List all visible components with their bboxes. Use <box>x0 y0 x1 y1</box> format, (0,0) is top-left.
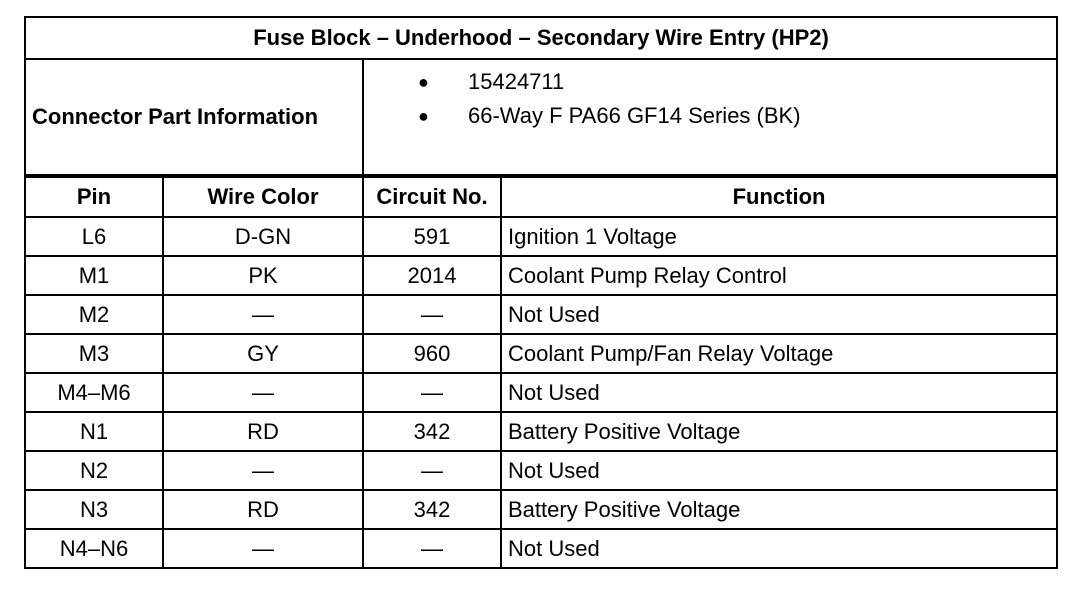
pin-cell: M3 <box>25 334 163 373</box>
pin-cell: N2 <box>25 451 163 490</box>
column-header-wire-color: Wire Color <box>163 176 363 217</box>
circuit-cell: 342 <box>363 490 501 529</box>
connector-pinout-table <box>24 16 1058 569</box>
connector-info-values <box>363 59 1057 176</box>
circuit-cell: — <box>363 373 501 412</box>
column-header-function: Function <box>501 176 1057 217</box>
bullet-icon: ● <box>418 106 429 126</box>
table-row <box>25 295 1057 334</box>
function-cell: Ignition 1 Voltage <box>501 217 1057 256</box>
title-row <box>25 17 1057 59</box>
circuit-cell: — <box>363 529 501 568</box>
connector-info-row <box>25 59 1057 176</box>
column-header-pin: Pin <box>25 176 163 217</box>
connector-info-item <box>418 70 1056 104</box>
connector-info-label: Connector Part Information <box>25 59 363 176</box>
circuit-cell: 960 <box>363 334 501 373</box>
wire-color-cell: GY <box>163 334 363 373</box>
table-row <box>25 217 1057 256</box>
circuit-cell: 591 <box>363 217 501 256</box>
table-row <box>25 490 1057 529</box>
pin-cell: M4–M6 <box>25 373 163 412</box>
table-row <box>25 334 1057 373</box>
circuit-cell: — <box>363 451 501 490</box>
wire-color-cell: RD <box>163 490 363 529</box>
connector-info-item <box>418 104 1056 138</box>
connector-part-number: 15424711 <box>468 69 565 94</box>
circuit-cell: 342 <box>363 412 501 451</box>
connector-info-list <box>364 70 1056 138</box>
function-cell: Coolant Pump/Fan Relay Voltage <box>501 334 1057 373</box>
table-title: Fuse Block – Underhood – Secondary Wire Entry (HP2) <box>25 17 1057 59</box>
function-cell: Not Used <box>501 295 1057 334</box>
bullet-icon: ● <box>418 72 429 92</box>
table-row <box>25 529 1057 568</box>
function-cell: Coolant Pump Relay Control <box>501 256 1057 295</box>
function-cell: Battery Positive Voltage <box>501 490 1057 529</box>
table-row <box>25 412 1057 451</box>
table-row <box>25 373 1057 412</box>
wire-color-cell: RD <box>163 412 363 451</box>
function-cell: Not Used <box>501 373 1057 412</box>
wire-color-cell: D-GN <box>163 217 363 256</box>
circuit-cell: 2014 <box>363 256 501 295</box>
pin-cell: N4–N6 <box>25 529 163 568</box>
pin-cell: M2 <box>25 295 163 334</box>
wire-color-cell: — <box>163 295 363 334</box>
circuit-cell: — <box>363 295 501 334</box>
wire-color-cell: PK <box>163 256 363 295</box>
column-header-circuit: Circuit No. <box>363 176 501 217</box>
column-header-row <box>25 176 1057 217</box>
connector-description: 66-Way F PA66 GF14 Series (BK) <box>468 103 801 128</box>
pin-cell: N3 <box>25 490 163 529</box>
wire-color-cell: — <box>163 373 363 412</box>
table-row <box>25 451 1057 490</box>
function-cell: Not Used <box>501 451 1057 490</box>
table-row <box>25 256 1057 295</box>
wire-color-cell: — <box>163 451 363 490</box>
wire-color-cell: — <box>163 529 363 568</box>
function-cell: Not Used <box>501 529 1057 568</box>
pin-cell: L6 <box>25 217 163 256</box>
function-cell: Battery Positive Voltage <box>501 412 1057 451</box>
pin-cell: M1 <box>25 256 163 295</box>
pin-cell: N1 <box>25 412 163 451</box>
